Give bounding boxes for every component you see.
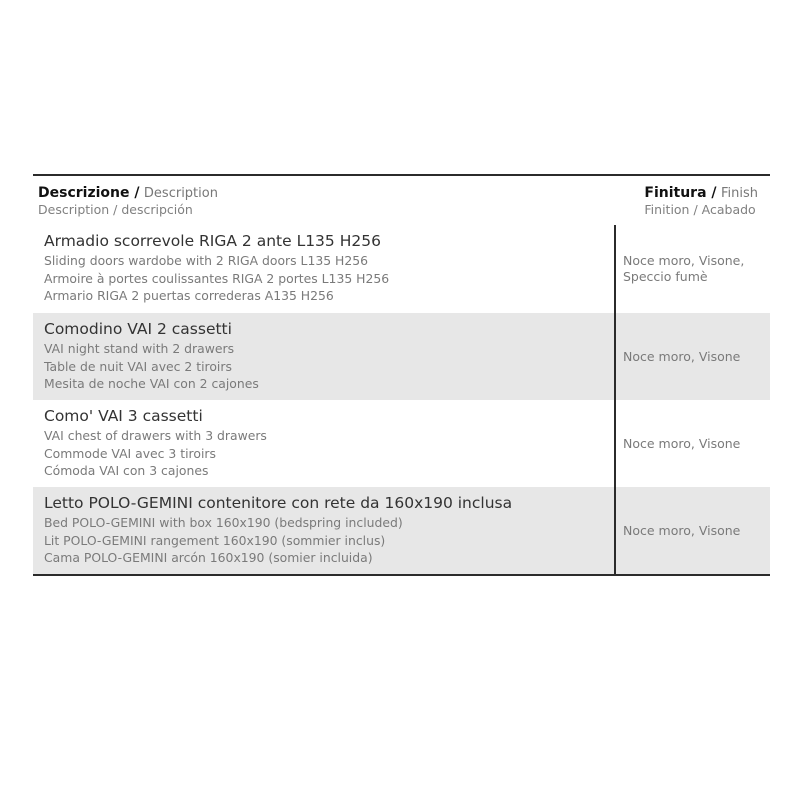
finish-cell [616,400,770,487]
finish-cell [616,487,770,574]
table-header [33,176,770,225]
item-spanish: Armario RIGA 2 puertas correderas A135 H256 [44,288,334,303]
table-row [33,313,770,400]
description-header [38,185,218,218]
finish-header-fr-es: Finition / Acabado [644,202,756,217]
description-header-fr-es: Description / descripción [38,202,193,217]
item-finish: Noce moro, Visone, Speccio fumè [623,253,745,284]
finish-header-en: Finish [720,186,758,201]
item-english: VAI night stand with 2 drawers [44,341,235,356]
item-french: Table de nuit VAI avec 2 tiroirs [44,358,232,374]
item-french: Armoire à portes coulissantes RIGA 2 portes L135 H256 [44,270,390,286]
item-english: Bed POLO-GEMINI with box 160x190 (bedspring included) [44,515,403,530]
description-cell [33,400,616,487]
description-cell [33,313,616,400]
item-title: Comodino VAI 2 cassetti [44,320,232,338]
item-finish: Noce moro, Visone [623,522,741,538]
finish-header-label: Finitura / [644,185,717,201]
table-row [33,487,770,574]
item-title: Armadio scorrevole RIGA 2 ante L135 H256 [44,232,381,250]
description-header-en: Description [143,186,218,201]
table-body [33,225,770,574]
item-spanish: Cómoda VAI con 3 cajones [44,463,209,478]
description-header-label: Descrizione / [38,185,140,201]
item-spanish: Mesita de noche VAI con 2 cajones [44,376,259,391]
item-finish: Noce moro, Visone [623,435,741,451]
description-cell [33,225,616,313]
finish-header [644,185,758,218]
description-cell [33,487,616,574]
item-english: VAI chest of drawers with 3 drawers [44,428,267,443]
table-row [33,400,770,487]
item-french: Lit POLO-GEMINI rangement 160x190 (sommier inclus) [44,532,386,548]
item-english: Sliding doors wardobe with 2 RIGA doors L135 H256 [44,253,369,268]
item-finish: Noce moro, Visone [623,348,741,364]
item-spanish: Cama POLO-GEMINI arcón 160x190 (somier incluida) [44,550,373,565]
item-french: Commode VAI avec 3 tiroirs [44,445,216,461]
finish-cell [616,225,770,313]
table-row [33,225,770,313]
finish-cell [616,313,770,400]
item-title: Como' VAI 3 cassetti [44,407,203,425]
bottom-divider [33,574,770,576]
product-table [33,174,770,576]
item-title: Letto POLO-GEMINI contenitore con rete da 160x190 inclusa [44,494,513,512]
